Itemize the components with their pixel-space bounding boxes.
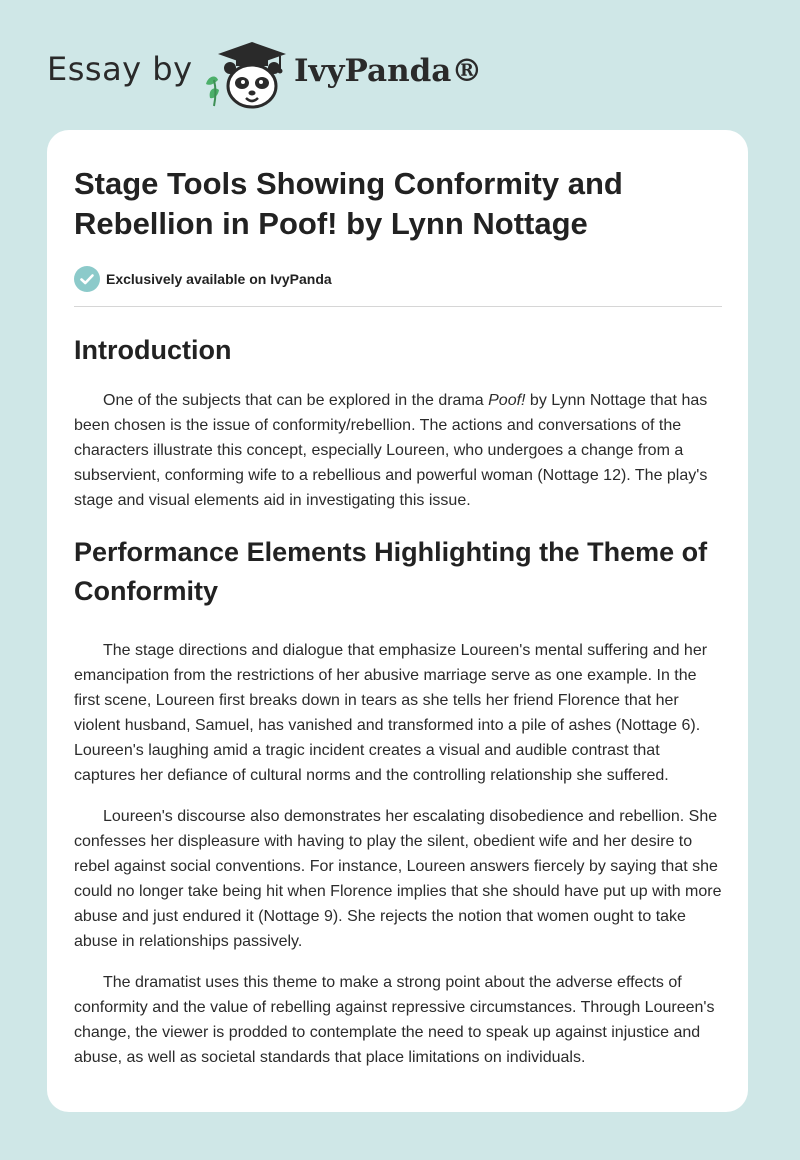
badge-label: Exclusively available on IvyPanda [106, 271, 332, 287]
check-circle-icon [74, 266, 100, 292]
title-divider [74, 306, 722, 307]
article-title: Stage Tools Showing Conformity and Rebellion in Poof! by Lynn Nottage [74, 166, 623, 241]
brand-name[interactable]: IvyPanda® [294, 53, 483, 89]
body-paragraph: The dramatist uses this theme to make a strong point about the adverse effects of conformity and the value of rebelling against repressive circumstances. Through Loureen's change, the viewer is prodded to contemplate the need to speak up against injustice and abuse, as well as societal standards that place limitations on individuals. [74, 974, 715, 1066]
intro-paragraph: One of the subjects that can be explored in the drama Poof! by Lynn Nottage that has been chosen is the issue of conformity/rebellion. The actions and conversations of the characters illustrate this concept, especially Loureen, who undergoes a change from a subservient, conforming wife to a rebellious and powerful woman (Nottage 12). The play's stage and visual elements aid in investigating this issue. [74, 392, 708, 509]
body-paragraph: Loureen's discourse also demonstrates her escalating disobedience and rebellion. She confesses her displeasure with having to play the silent, obedient wife and her desire to rebel against social conventions. For instance, Loureen answers fiercely by saying that she could no longer take being hit when Florence implies that she should have put up with more abuse and just endured it (Nottage 9). She rejects the notion that women ought to take abuse in relationships passively. [74, 808, 722, 950]
section-heading-performance: Performance Elements Highlighting the Theme of Conformity [74, 537, 708, 606]
exclusive-badge [74, 266, 724, 292]
body-paragraph: The stage directions and dialogue that emphasize Loureen's mental suffering and her emancipation from the restrictions of her abusive marriage serve as one example. In the first scene, Loureen first breaks down in tears as she tells her friend Florence that her violent husband, Samuel, has vanished and transformed into a pile of ashes (Nottage 6). Loureen's laughing amid a tragic incident creates a visual and audible contrast that captures her defiance of cultural norms and the controlling relationship she suffered. [74, 642, 708, 784]
brand-prefix: Essay by [47, 50, 193, 88]
section-heading-introduction: Introduction [74, 335, 232, 365]
article-content [74, 164, 724, 1070]
article-card [47, 130, 748, 1112]
play-title: Poof! [488, 392, 526, 409]
site-header [0, 0, 800, 130]
panda-graduate-icon[interactable] [200, 36, 292, 110]
